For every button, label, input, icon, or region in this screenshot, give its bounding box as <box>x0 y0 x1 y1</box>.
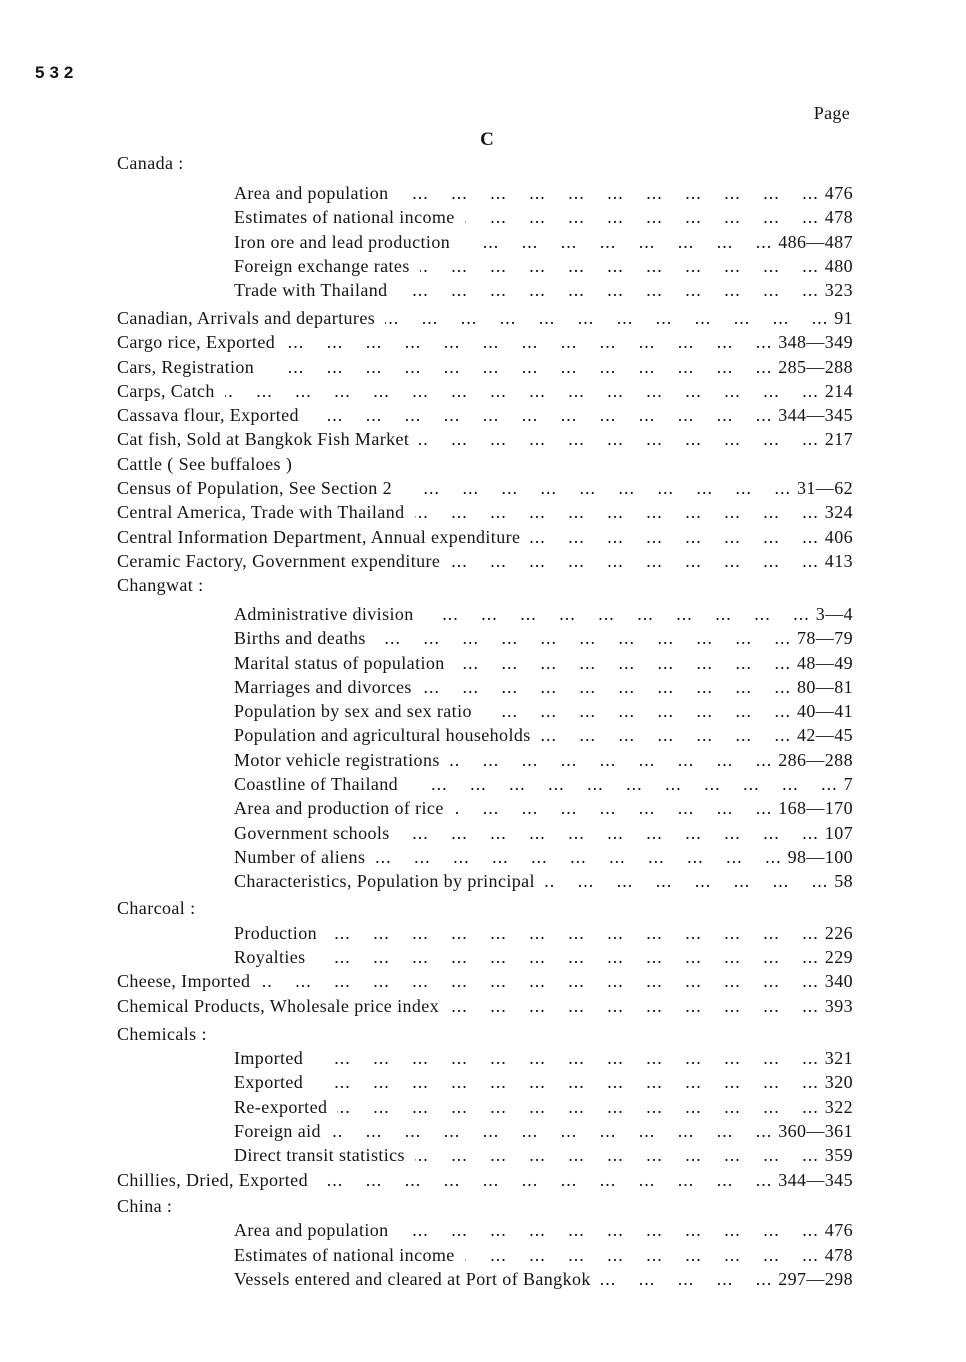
dot-leader <box>415 500 819 524</box>
page-reference: 324 <box>824 502 853 523</box>
page-reference: 323 <box>824 280 853 301</box>
dot-leader <box>455 651 791 675</box>
subentry-label: Population and agricultural households <box>234 725 531 746</box>
subentry <box>117 921 853 945</box>
subentry-label: Foreign exchange rates <box>234 255 410 276</box>
dot-leader <box>465 1243 819 1267</box>
page-reference: 42—45 <box>797 725 853 746</box>
page-reference: 40—41 <box>797 701 853 722</box>
subentry-label: Royalties <box>234 947 306 968</box>
dot-leader <box>408 772 838 796</box>
page-reference: 340 <box>824 971 853 992</box>
subentry-label: Vessels entered and cleared at Port of Bangkok <box>234 1269 591 1289</box>
dot-leader <box>454 796 772 820</box>
entry-label: Charcoal : <box>117 897 196 918</box>
dot-leader <box>260 969 818 993</box>
subentry-label: Government schools <box>234 822 390 843</box>
dot-leader <box>402 476 791 500</box>
dot-leader <box>422 675 791 699</box>
dot-leader <box>316 945 819 969</box>
page-reference: 3—4 <box>815 603 853 624</box>
page-reference: 413 <box>824 550 853 571</box>
page-reference: 107 <box>824 822 853 843</box>
subentry <box>117 1143 853 1167</box>
index-heading <box>117 896 853 920</box>
index-entry <box>117 525 853 549</box>
page-reference: 406 <box>824 526 853 547</box>
subentry-label: Production <box>234 922 317 943</box>
dot-leader <box>545 869 828 893</box>
page-reference: 322 <box>824 1096 853 1117</box>
entry-label: Central Information Department, Annual expenditure <box>117 526 521 547</box>
subentry-list <box>117 181 853 302</box>
entry-label: Cat fish, Sold at Bangkok Fish Market <box>117 429 410 450</box>
subentry <box>117 699 853 723</box>
dot-leader <box>601 1267 772 1291</box>
page-reference: 393 <box>824 995 853 1016</box>
dot-leader <box>398 278 819 302</box>
entry-label: Census of Population, See Section 2 <box>117 478 392 499</box>
page-reference: 285—288 <box>778 356 853 377</box>
entry-label: Cargo rice, Exported <box>117 332 276 353</box>
page-reference: 478 <box>824 1244 853 1265</box>
subentry-list <box>117 921 853 970</box>
subentry <box>117 602 853 626</box>
index-heading <box>117 1194 853 1218</box>
dot-leader <box>465 205 819 229</box>
dot-leader <box>327 921 819 945</box>
entry-label: Cassava flour, Exported <box>117 405 299 426</box>
subentry-label: Number of aliens <box>234 846 366 867</box>
index-entry <box>117 1168 853 1192</box>
page-number: 532 <box>35 63 79 82</box>
index-heading <box>117 1022 853 1046</box>
subentry-label: Imported <box>234 1048 304 1069</box>
page-reference: 478 <box>824 207 853 228</box>
dot-leader <box>482 699 791 723</box>
page-reference: 480 <box>824 255 853 276</box>
entry-label: Canada : <box>117 153 184 173</box>
dot-leader <box>337 1095 818 1119</box>
subentry-label: Characteristics, Population by principal <box>234 871 535 892</box>
subentry-label: Re-exported <box>234 1096 328 1117</box>
dot-leader <box>460 230 772 254</box>
subentry <box>117 945 853 969</box>
page-reference: 321 <box>824 1048 853 1069</box>
dot-leader <box>225 379 819 403</box>
subentry <box>117 626 853 650</box>
page-reference: 286—288 <box>778 749 853 770</box>
index-entry <box>117 403 853 427</box>
subentry-label: Foreign aid <box>234 1121 321 1142</box>
index-entry <box>117 452 853 476</box>
entry-label: Chemicals : <box>117 1023 207 1044</box>
index-list <box>117 151 853 1291</box>
index-heading <box>117 573 853 597</box>
subentry <box>117 1119 853 1143</box>
dot-leader <box>385 306 828 330</box>
subentry-list <box>117 602 853 894</box>
dot-leader <box>450 748 772 772</box>
page-reference: 359 <box>824 1145 853 1166</box>
page-reference: 348—349 <box>778 332 853 353</box>
entry-label: China : <box>117 1196 173 1217</box>
index-entry <box>117 969 853 993</box>
subentry <box>117 181 853 205</box>
entry-label: Canadian, Arrivals and departures <box>117 307 376 328</box>
subentry-label: Direct transit statistics <box>234 1145 405 1166</box>
subentry-label: Coastline of Thailand <box>234 774 399 794</box>
dot-leader <box>285 330 772 354</box>
subentry <box>117 772 853 796</box>
page-reference: 48—49 <box>797 652 853 673</box>
index-entry <box>117 994 853 1018</box>
dot-leader <box>449 994 819 1018</box>
subentry-label: Trade with Thailand <box>234 280 388 301</box>
subentry-label: Area and production of rice <box>234 798 444 819</box>
subentry-label: Marital status of population <box>234 652 445 673</box>
subentry <box>117 1218 853 1242</box>
dot-leader <box>400 821 819 845</box>
entry-label: Cattle ( See buffaloes ) <box>117 453 293 474</box>
page-reference: 320 <box>824 1072 853 1093</box>
entry-label: Changwat : <box>117 575 204 596</box>
page-column-header: Page <box>813 103 850 123</box>
entry-label: Central America, Trade with Thailand <box>117 502 405 523</box>
subentry-label: Estimates of national income <box>234 1244 455 1265</box>
index-entry <box>117 549 853 573</box>
page-reference: 229 <box>824 947 853 968</box>
subentry <box>117 1070 853 1094</box>
index-entry <box>117 306 853 330</box>
dot-leader <box>420 254 819 278</box>
dot-leader <box>530 525 818 549</box>
index-entry <box>117 379 853 403</box>
section-letter: C <box>480 129 494 150</box>
subentry <box>117 205 853 229</box>
subentry <box>117 1267 853 1291</box>
index-entry <box>117 330 853 354</box>
subentry-label: Area and population <box>234 1220 389 1241</box>
entry-label: Chemical Products, Wholesale price index <box>117 995 440 1016</box>
dot-leader <box>541 723 791 747</box>
subentry <box>117 796 853 820</box>
dot-leader <box>376 626 791 650</box>
subentry-list <box>117 1218 853 1291</box>
page-reference: 168—170 <box>778 798 853 819</box>
subentry <box>117 278 853 302</box>
dot-leader <box>399 1218 819 1242</box>
subentry <box>117 723 853 747</box>
dot-leader <box>399 181 819 205</box>
subentry <box>117 230 853 254</box>
page-reference: 91 <box>834 307 853 328</box>
entry-label: Carps, Catch <box>117 380 215 401</box>
page-reference: 226 <box>824 922 853 943</box>
index-entry <box>117 476 853 500</box>
page-reference: 78—79 <box>797 628 853 649</box>
subentry <box>117 869 853 893</box>
page-reference: 80—81 <box>797 676 853 697</box>
page-reference: 31—62 <box>797 478 853 499</box>
page-reference: 344—345 <box>778 405 853 426</box>
subentry <box>117 651 853 675</box>
page-reference: 297—298 <box>778 1269 853 1289</box>
dot-leader <box>318 1168 772 1192</box>
dot-leader <box>331 1119 772 1143</box>
subentry-label: Estimates of national income <box>234 207 455 228</box>
subentry <box>117 1243 853 1267</box>
subentry-label: Area and population <box>234 182 389 203</box>
subentry-label: Births and deaths <box>234 628 366 649</box>
dot-leader <box>313 1070 819 1094</box>
dot-leader <box>450 549 818 573</box>
dot-leader <box>264 355 772 379</box>
dot-leader <box>415 1143 819 1167</box>
subentry <box>117 675 853 699</box>
subentry-label: Marriages and divorces <box>234 676 412 697</box>
page-reference: 98—100 <box>787 846 853 867</box>
page-reference: 344—345 <box>778 1169 853 1190</box>
entry-label: Chillies, Dried, Exported <box>117 1169 308 1190</box>
index-entry <box>117 427 853 451</box>
subentry <box>117 748 853 772</box>
entry-label: Cars, Registration <box>117 356 255 377</box>
subentry <box>117 254 853 278</box>
subentry <box>117 1046 853 1070</box>
dot-leader <box>309 403 772 427</box>
index-entry <box>117 355 853 379</box>
subentry <box>117 1095 853 1119</box>
page-reference: 58 <box>834 871 853 892</box>
page-reference: 476 <box>824 1220 853 1241</box>
page-reference: 217 <box>824 429 853 450</box>
entry-label: Ceramic Factory, Government expenditure <box>117 550 441 571</box>
dot-leader <box>419 427 819 451</box>
subentry <box>117 845 853 869</box>
index-entry <box>117 500 853 524</box>
subentry-label: Administrative division <box>234 603 414 624</box>
index-heading <box>117 151 853 175</box>
subentry-label: Exported <box>234 1072 304 1093</box>
subentry-label: Motor vehicle registrations <box>234 749 440 770</box>
page-reference: 214 <box>824 380 853 401</box>
page-reference: 486—487 <box>778 231 853 252</box>
page-reference: 360—361 <box>778 1121 853 1142</box>
subentry-label: Population by sex and sex ratio <box>234 701 472 722</box>
entry-label: Cheese, Imported <box>117 971 251 992</box>
page-reference: 7 <box>843 774 853 794</box>
dot-leader <box>375 845 781 869</box>
subentry-list <box>117 1046 853 1167</box>
subentry <box>117 821 853 845</box>
dot-leader <box>313 1046 819 1070</box>
subentry-label: Iron ore and lead production <box>234 231 451 252</box>
page-reference: 476 <box>824 182 853 203</box>
dot-leader <box>424 602 810 626</box>
